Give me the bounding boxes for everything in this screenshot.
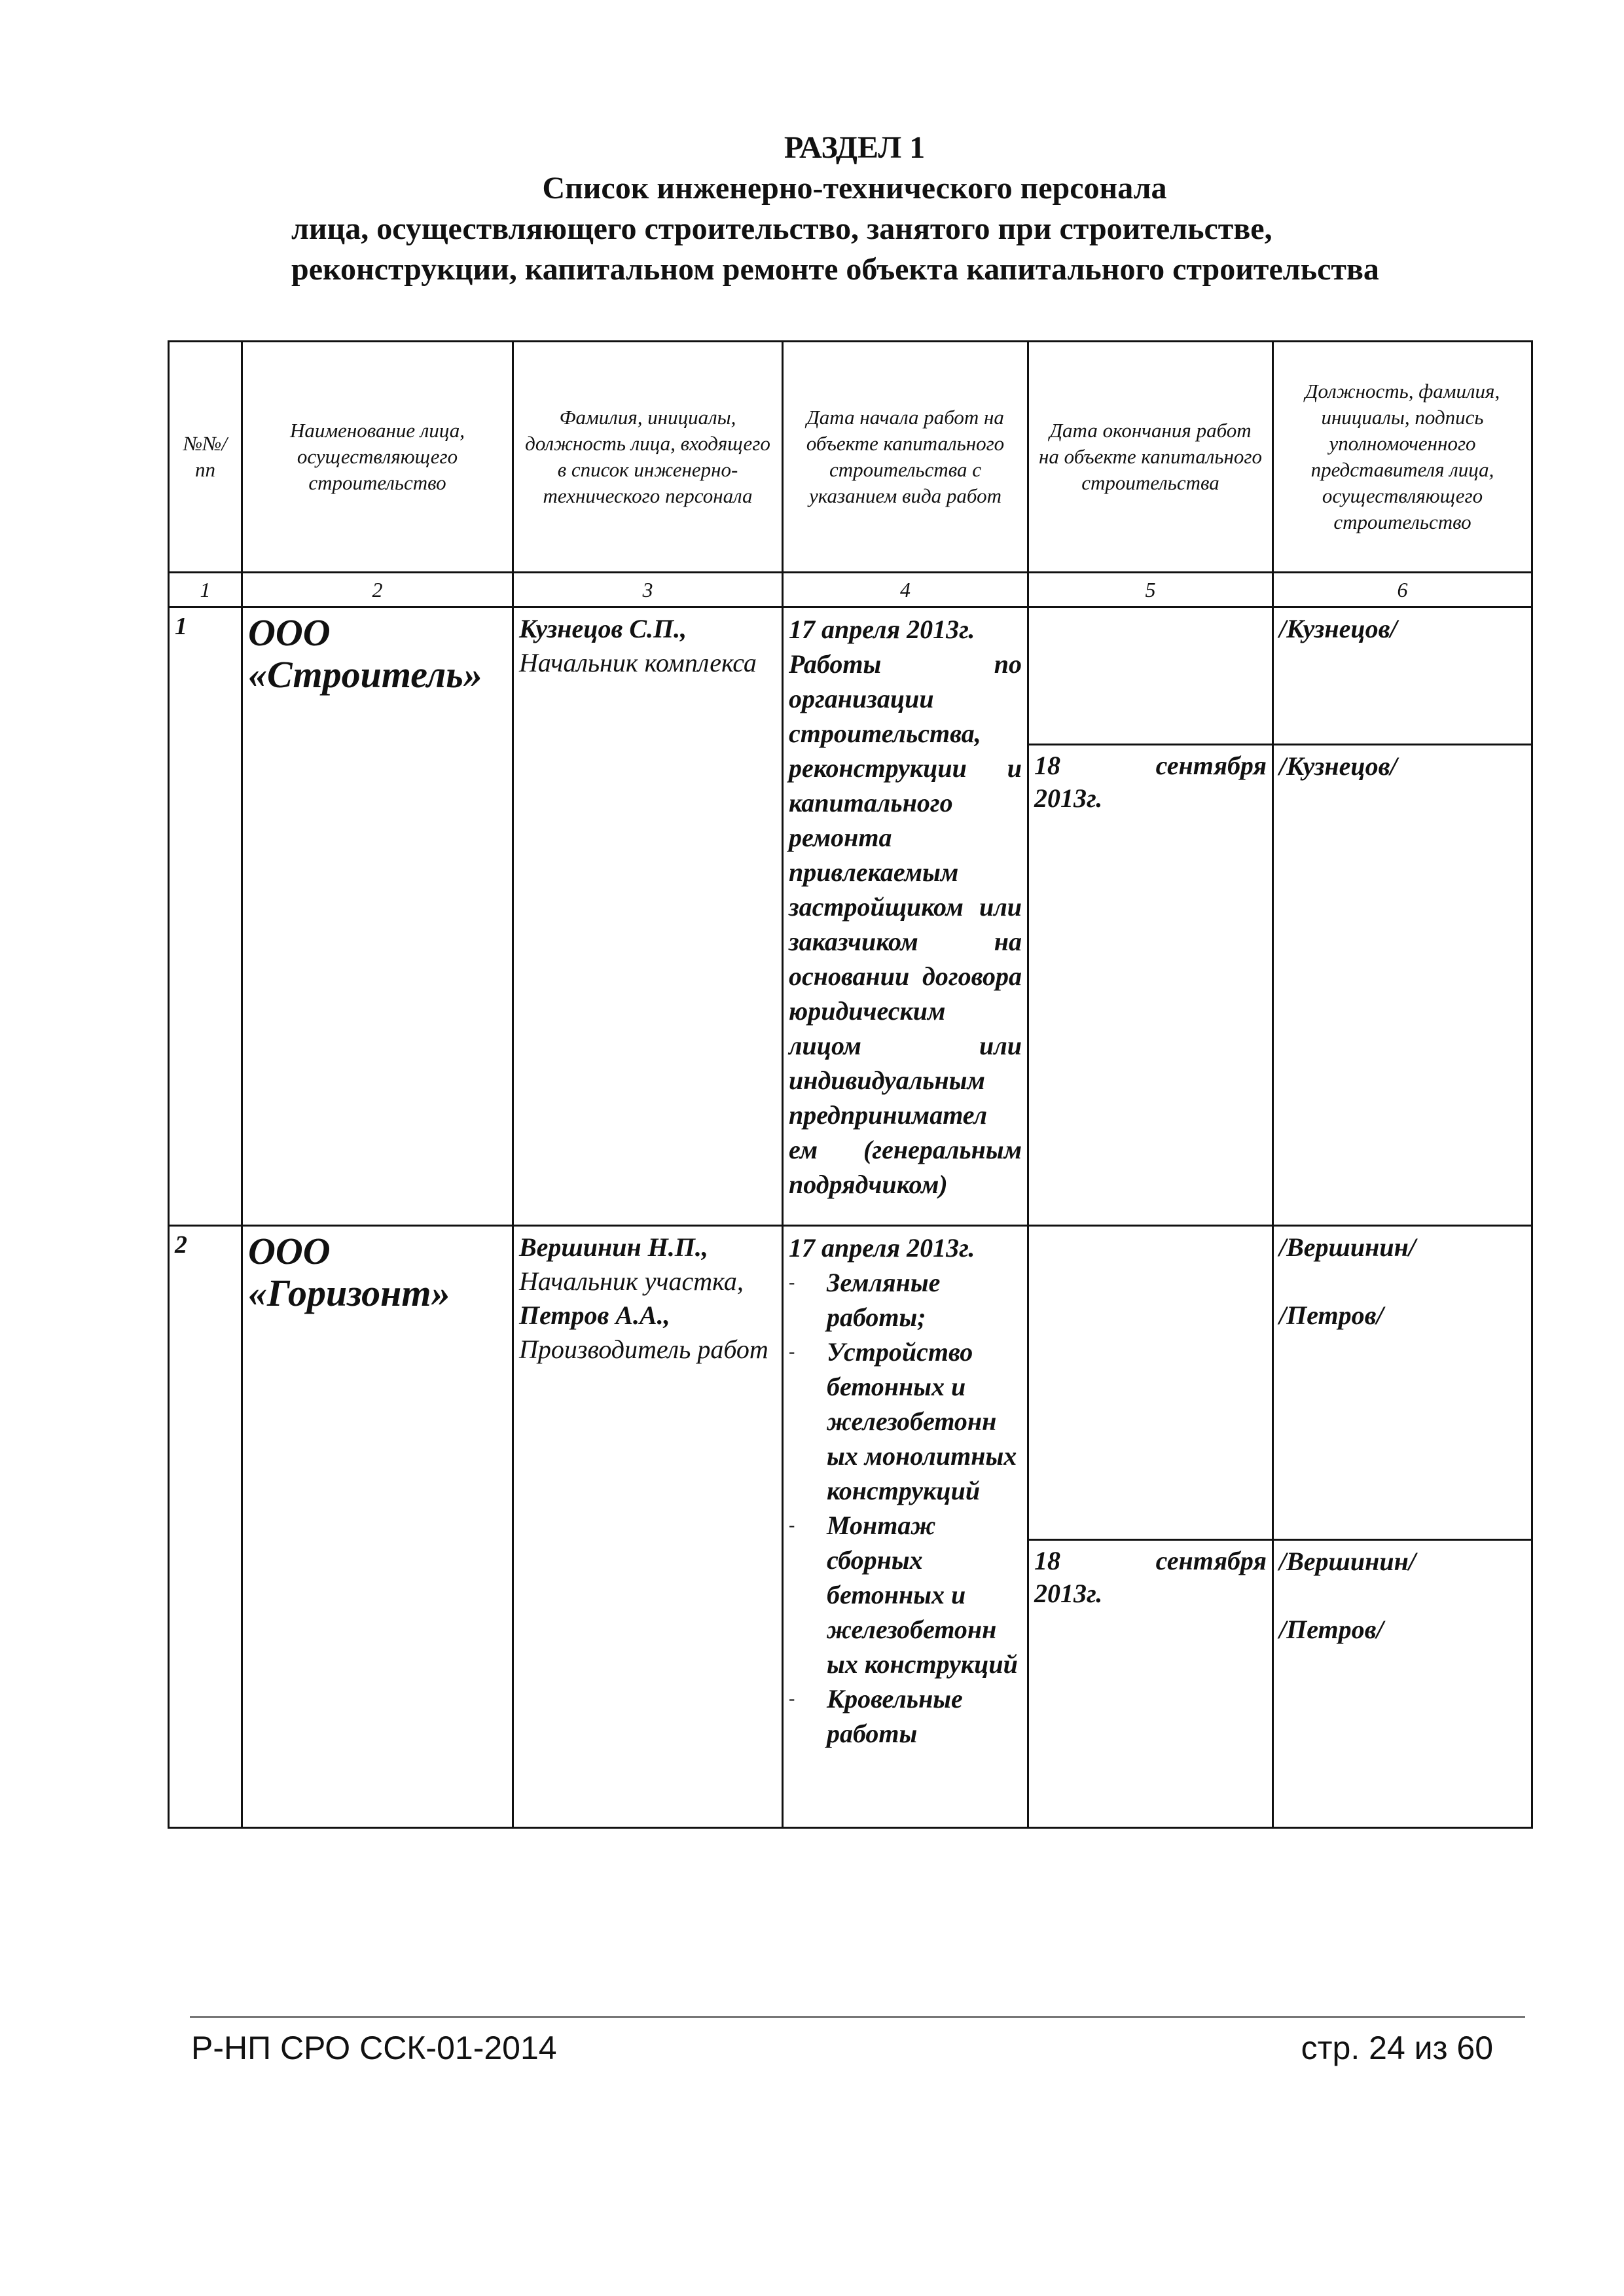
person-name: Петров А.А., (519, 1300, 670, 1330)
end-date-cell (1028, 1540, 1273, 1828)
column-number: 2 (242, 573, 513, 607)
section-title: РАЗДЕЛ 1 (784, 130, 926, 165)
header-cell: Фамилия, инициалы, должность лица, входящего в список инженерно-технического персонала (513, 342, 783, 573)
signature: /Вершинин/ (1279, 1547, 1416, 1576)
table-row (169, 607, 1532, 745)
start-date: 17 апреля 2013г. (789, 1233, 975, 1263)
work-item: - Земляные работы; (789, 1265, 1022, 1335)
header-cell: №№/ пп (169, 342, 242, 573)
org-name: «Строитель» (248, 653, 482, 696)
footer-divider (190, 2016, 1525, 2018)
heading-line-1: Список инженерно-технического персонала (542, 171, 1167, 206)
column-number-row (169, 573, 1532, 607)
work-item: - Кровельные работы (789, 1681, 1022, 1751)
table-row (169, 1226, 1532, 1540)
heading-line-3: реконструкции, капитальном ремонте объекта капитального строительства (291, 252, 1379, 287)
person-position: Начальник участка, (519, 1266, 744, 1296)
signature-cell (1273, 1226, 1532, 1540)
org-type: ООО (248, 611, 331, 654)
org-name-cell (242, 607, 513, 1226)
document-heading (0, 128, 1624, 290)
signature: /Вершинин/ (1279, 1232, 1416, 1262)
start-date: 17 апреля 2013г. (789, 615, 975, 644)
column-number: 5 (1028, 573, 1273, 607)
heading-line-2: лица, осуществляющего строительство, занятого при строительстве, (291, 211, 1272, 246)
end-year: 2013г. (1034, 783, 1103, 813)
signature-cell (1273, 1540, 1532, 1828)
start-date-cell (783, 607, 1028, 1226)
column-number: 1 (169, 573, 242, 607)
org-name-cell (242, 1226, 513, 1828)
org-name: «Горизонт» (248, 1272, 450, 1314)
header-row (169, 342, 1532, 573)
end-year: 2013г. (1034, 1579, 1103, 1608)
column-number: 4 (783, 573, 1028, 607)
header-cell: Должность, фамилия, инициалы, подпись уполномоченного представителя лица, осуществляющего строительство (1273, 342, 1532, 573)
signature-cell (1273, 607, 1532, 745)
person-name: Вершинин Н.П., (519, 1232, 708, 1262)
signature: /Кузнецов/ (1279, 751, 1398, 781)
work-item: - Устройство бетонных и железобетонн ых монолитных конструкций (789, 1335, 1022, 1508)
end-day: 18 (1034, 751, 1060, 780)
work-list (789, 1265, 1022, 1751)
row-number: 1 (169, 607, 242, 1226)
end-month: сентября (1155, 751, 1267, 780)
header-cell: Дата окончания работ на объекте капитального строительства (1028, 342, 1273, 573)
personnel-cell (513, 1226, 783, 1828)
end-date-cell-empty (1028, 1226, 1273, 1540)
header-cell: Наименование лица, осуществляющего строительство (242, 342, 513, 573)
column-number: 6 (1273, 573, 1532, 607)
work-item: - Монтаж сборных бетонных и железобетонн ых конструкций (789, 1508, 1022, 1681)
person-position: Производитель работ (519, 1335, 768, 1364)
personnel-cell (513, 607, 783, 1226)
page-number: стр. 24 из 60 (1301, 2030, 1493, 2066)
person-position: Начальник комплекса (519, 648, 757, 677)
org-type: ООО (248, 1230, 331, 1272)
signature-cell (1273, 745, 1532, 1226)
signature: /Кузнецов/ (1279, 614, 1398, 643)
row-number: 2 (169, 1226, 242, 1828)
end-date-cell (1028, 745, 1273, 1226)
column-number: 3 (513, 573, 783, 607)
document-code: Р-НП СРО ССК-01-2014 (191, 2030, 557, 2066)
start-date-cell (783, 1226, 1028, 1828)
personnel-table (168, 340, 1533, 1829)
signature: /Петров/ (1279, 1300, 1384, 1330)
end-day: 18 (1034, 1546, 1060, 1575)
end-month: сентября (1155, 1546, 1267, 1575)
person-name: Кузнецов С.П., (519, 614, 687, 643)
header-cell: Дата начала работ на объекте капитального строительства с указанием вида работ (783, 342, 1028, 573)
end-date-cell-empty (1028, 607, 1273, 745)
work-description: Работы по организации строительства, реконструкции и капитального ремонта привлекаемым застройщиком или заказчиком на основании договора юридическим лицом или индивидуальным предпринимател ем (генеральным подрядчиком) (789, 649, 1022, 1199)
signature: /Петров/ (1279, 1615, 1384, 1644)
